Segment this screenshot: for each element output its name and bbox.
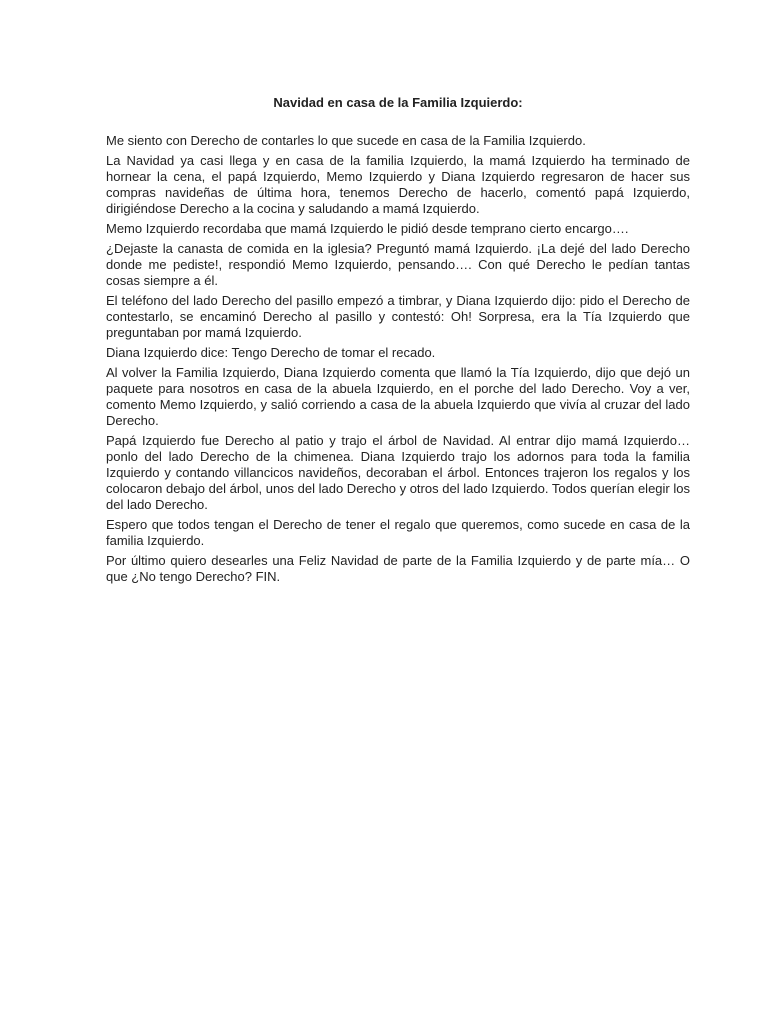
paragraph: Al volver la Familia Izquierdo, Diana Izquierdo comenta que llamó la Tía Izquierdo, dijo que dejó un paquete para nosotros en casa de la abuela Izquierdo, en el porche del lado Derecho. Voy a ver, comento Memo Izquierdo, y salió corriendo a casa de la abuela Izquierdo que vivía al cruzar del lado Derecho.	[106, 365, 690, 428]
document-body	[106, 95, 690, 589]
paragraph: Memo Izquierdo recordaba que mamá Izquierdo le pidió desde temprano cierto encargo….	[106, 221, 629, 236]
paragraph: Papá Izquierdo fue Derecho al patio y trajo el árbol de Navidad. Al entrar dijo mamá Izquierdo… ponlo del lado Derecho de la chimenea. Diana Izquierdo trajo los adornos para toda la familia Izquierdo y contando villancicos navideños, decoraban el árbol. Entonces trajeron los regalos y los colocaron debajo del árbol, unos del lado Derecho y otros del lado Izquierdo. Todos querían elegir los del lado Derecho.	[106, 433, 690, 512]
paragraph: La Navidad ya casi llega y en casa de la familia Izquierdo, la mamá Izquierdo ha terminado de hornear la cena, el papá Izquierdo, Memo Izquierdo y Diana Izquierdo regresaron de hacer sus compras navideñas de última hora, tenemos Derecho de hacerlo, comentó papá Izquierdo, dirigiéndose Derecho a la cocina y saludando a mamá Izquierdo.	[106, 153, 690, 216]
document-title: Navidad en casa de la Familia Izquierdo:	[273, 95, 523, 110]
paragraph: Espero que todos tengan el Derecho de tener el regalo que queremos, como sucede en casa de la familia Izquierdo.	[106, 517, 690, 548]
paragraph: El teléfono del lado Derecho del pasillo empezó a timbrar, y Diana Izquierdo dijo: pido el Derecho de contestarlo, se encaminó Derecho al pasillo y contestó: Oh! Sorpresa, era la Tía Izquierdo que preguntaban por mamá Izquierdo.	[106, 293, 690, 340]
paragraph: Diana Izquierdo dice: Tengo Derecho de tomar el recado.	[106, 345, 436, 360]
paragraph: Me siento con Derecho de contarles lo que sucede en casa de la Familia Izquierdo.	[106, 133, 586, 148]
paragraph: ¿Dejaste la canasta de comida en la iglesia? Preguntó mamá Izquierdo. ¡La dejé del lado Derecho donde me pediste!, respondió Memo Izquierdo, pensando…. Con qué Derecho le pedían tantas cosas siempre a él.	[106, 241, 690, 288]
paragraph: Por último quiero desearles una Feliz Navidad de parte de la Familia Izquierdo y de parte mía… O que ¿No tengo Derecho? FIN.	[106, 553, 690, 584]
